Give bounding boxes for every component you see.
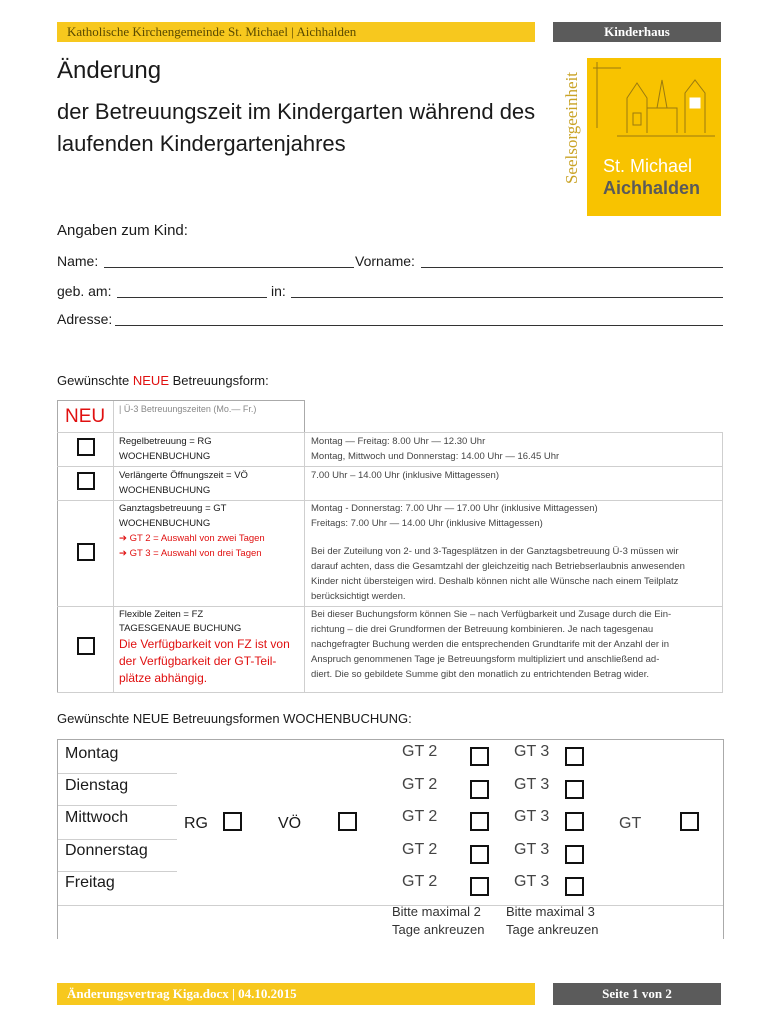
- fz-desc-5: diert. Die so gebildete Summe gibt den monatlich zu entrichtenden Betrag wider.: [311, 669, 649, 680]
- gt3-label-di: GT 3: [514, 776, 550, 793]
- weekly-rg-checkbox[interactable]: [223, 812, 242, 831]
- rg-desc-2: Montag, Mittwoch und Donnerstag: 14.00 Uhr — 16.45 Uhr: [311, 451, 560, 462]
- gt-checkbox[interactable]: [77, 543, 95, 561]
- header-bar: [57, 22, 535, 42]
- gt-title: Ganztagsbetreuung = GT: [119, 503, 227, 514]
- gt-label: GT: [619, 815, 642, 832]
- gt-info-1: Bei der Zuteilung von 2- und 3-Tagesplätzen in der Ganztagsbetreuung Ü-3 müssen wir: [311, 546, 679, 557]
- fz-red-1: Die Verfügbarkeit von FZ ist von: [119, 637, 290, 651]
- page-title: Änderung: [57, 57, 162, 84]
- vorname-label: Vorname:: [355, 253, 415, 269]
- neu-label: NEU: [65, 406, 106, 427]
- gt3-checkbox-dienstag[interactable]: [565, 780, 584, 799]
- day-mittwoch: Mittwoch: [65, 809, 129, 826]
- fz-sub: TAGESGENAUE BUCHUNG: [119, 623, 242, 634]
- adresse-label: Adresse:: [57, 311, 113, 327]
- day-freitag: Freitag: [65, 874, 115, 891]
- day-donnerstag: Donnerstag: [65, 842, 148, 859]
- logo-vertical-text: Seelsorgeeinheit: [562, 71, 581, 185]
- gt2-label-do: GT 2: [402, 841, 438, 858]
- gt3-label-fr: GT 3: [514, 873, 550, 890]
- rg-checkbox[interactable]: [77, 438, 95, 456]
- church-sketch-icon: [587, 58, 721, 148]
- adresse-field[interactable]: [115, 325, 723, 326]
- gt2-checkbox-donnerstag[interactable]: [470, 845, 489, 864]
- rg-sub: WOCHENBUCHUNG: [119, 451, 211, 462]
- gt3-label-do: GT 3: [514, 841, 550, 858]
- rg-label: RG: [184, 815, 208, 832]
- weekly-gt-checkbox[interactable]: [680, 812, 699, 831]
- gt2-note: ➔ GT 2 = Auswahl von zwei Tagen: [119, 533, 265, 544]
- gt3-checkbox-freitag[interactable]: [565, 877, 584, 896]
- fz-desc-1: Bei dieser Buchungsform können Sie – nach Verfügbarkeit und Zusage durch die Ein-: [311, 609, 672, 620]
- weekly-table: [57, 739, 723, 939]
- gt3-checkbox-donnerstag[interactable]: [565, 845, 584, 864]
- vo-desc-1: 7.00 Uhr – 14.00 Uhr (inklusive Mittagessen): [311, 470, 499, 481]
- gt2-checkbox-freitag[interactable]: [470, 877, 489, 896]
- logo-name-st-michael: St. Michael: [603, 156, 693, 176]
- header-section: Kinderhaus: [553, 22, 721, 42]
- fz-title: Flexible Zeiten = FZ: [119, 609, 204, 620]
- weekly-heading: Gewünschte NEUE Betreuungsformen WOCHENBUCHUNG:: [57, 711, 412, 726]
- gt-info-2: darauf achten, dass die Gesamtzahl der gleichzeitig nach Betriebserlaubnis anwesenden: [311, 561, 685, 572]
- fz-desc-2: richtung – die drei Grundformen der Betreuung kombinieren. Je nach tagesgenau: [311, 624, 654, 635]
- vo-checkbox[interactable]: [77, 472, 95, 490]
- child-heading: Angaben zum Kind:: [57, 222, 188, 239]
- gt3-label-mi: GT 3: [514, 808, 550, 825]
- gt2-checkbox-dienstag[interactable]: [470, 780, 489, 799]
- fz-desc-3: nachgefragter Buchung werden die entsprechenden Grundtarife mit der Anzahl der in: [311, 639, 670, 650]
- gt3-checkbox-mittwoch[interactable]: [565, 812, 584, 831]
- gt2-note: Bitte maximal 2 Tage ankreuzen: [392, 904, 485, 937]
- footer-doc: Änderungsvertrag Kiga.docx | 04.10.2015: [67, 986, 297, 1001]
- logo-name-aichhalden: Aichhalden: [603, 178, 701, 198]
- parish-name: Katholische Kirchengemeinde St. Michael | Aichhalden: [67, 24, 357, 39]
- gt2-checkbox-montag[interactable]: [470, 747, 489, 766]
- in-label: in:: [271, 283, 286, 299]
- footer-bar: [57, 983, 535, 1005]
- footer-page: Seite 1 von 2: [553, 983, 721, 1005]
- col-header: | Ü-3 Betreuungszeiten (Mo.— Fr.): [119, 404, 257, 414]
- fz-red-3: plätze abhängig.: [119, 671, 208, 685]
- rg-desc-1: Montag — Freitag: 8.00 Uhr — 12.30 Uhr: [311, 436, 486, 447]
- care-form-table: [57, 400, 723, 692]
- gt3-note: Bitte maximal 3 Tage ankreuzen: [506, 904, 599, 937]
- gt3-note: ➔ GT 3 = Auswahl von drei Tagen: [119, 548, 262, 559]
- fz-red-2: der Verfügbarkeit der GT-Teil-: [119, 654, 277, 668]
- gt-desc-2: Freitags: 7.00 Uhr — 14.00 Uhr (inklusive Mittagessen): [311, 518, 543, 529]
- day-dienstag: Dienstag: [65, 777, 129, 794]
- logo-band: [553, 58, 588, 216]
- vo-title: Verlängerte Öffnungszeit = VÖ: [119, 470, 248, 481]
- gt2-label-fr: GT 2: [402, 873, 438, 890]
- gt3-checkbox-montag[interactable]: [565, 747, 584, 766]
- page-subtitle: der Betreuungszeit im Kindergarten während des laufenden Kindergartenjahres: [57, 99, 536, 156]
- gt-desc-1: Montag - Donnerstag: 7.00 Uhr — 17.00 Uhr (inklusive Mittagessen): [311, 503, 598, 514]
- gt-info-4: berücksichtigt werden.: [311, 591, 406, 602]
- form-heading: Gewünschte NEUE Betreuungsform:: [57, 373, 269, 388]
- day-montag: Montag: [65, 745, 119, 762]
- parish-logo: [553, 58, 721, 216]
- name-field[interactable]: [104, 267, 354, 268]
- vorname-field[interactable]: [421, 267, 723, 268]
- rg-title: Regelbetreuung = RG: [119, 436, 212, 447]
- name-label: Name:: [57, 253, 99, 269]
- vo-label: VÖ: [278, 815, 302, 832]
- weekly-vo-checkbox[interactable]: [338, 812, 357, 831]
- gt2-label-di: GT 2: [402, 776, 438, 793]
- fz-checkbox[interactable]: [77, 637, 95, 655]
- vo-sub: WOCHENBUCHUNG: [119, 485, 211, 496]
- geb-field[interactable]: [117, 297, 267, 298]
- gt-info-3: Kinder nicht übersteigen wird. Deshalb können nicht alle Wünsche nach einem Teilplatz: [311, 576, 679, 587]
- gt-sub: WOCHENBUCHUNG: [119, 518, 211, 529]
- gt2-label-mo: GT 2: [402, 743, 438, 760]
- gt2-checkbox-mittwoch[interactable]: [470, 812, 489, 831]
- gt2-label-mi: GT 2: [402, 808, 438, 825]
- gt3-label-mo: GT 3: [514, 743, 550, 760]
- fz-desc-4: Anspruch genommenen Tage je Betreuungsform multipliziert und anschließend ad-: [311, 654, 660, 665]
- in-field[interactable]: [291, 297, 723, 298]
- logo-panel: [587, 58, 721, 216]
- geb-label: geb. am:: [57, 283, 112, 299]
